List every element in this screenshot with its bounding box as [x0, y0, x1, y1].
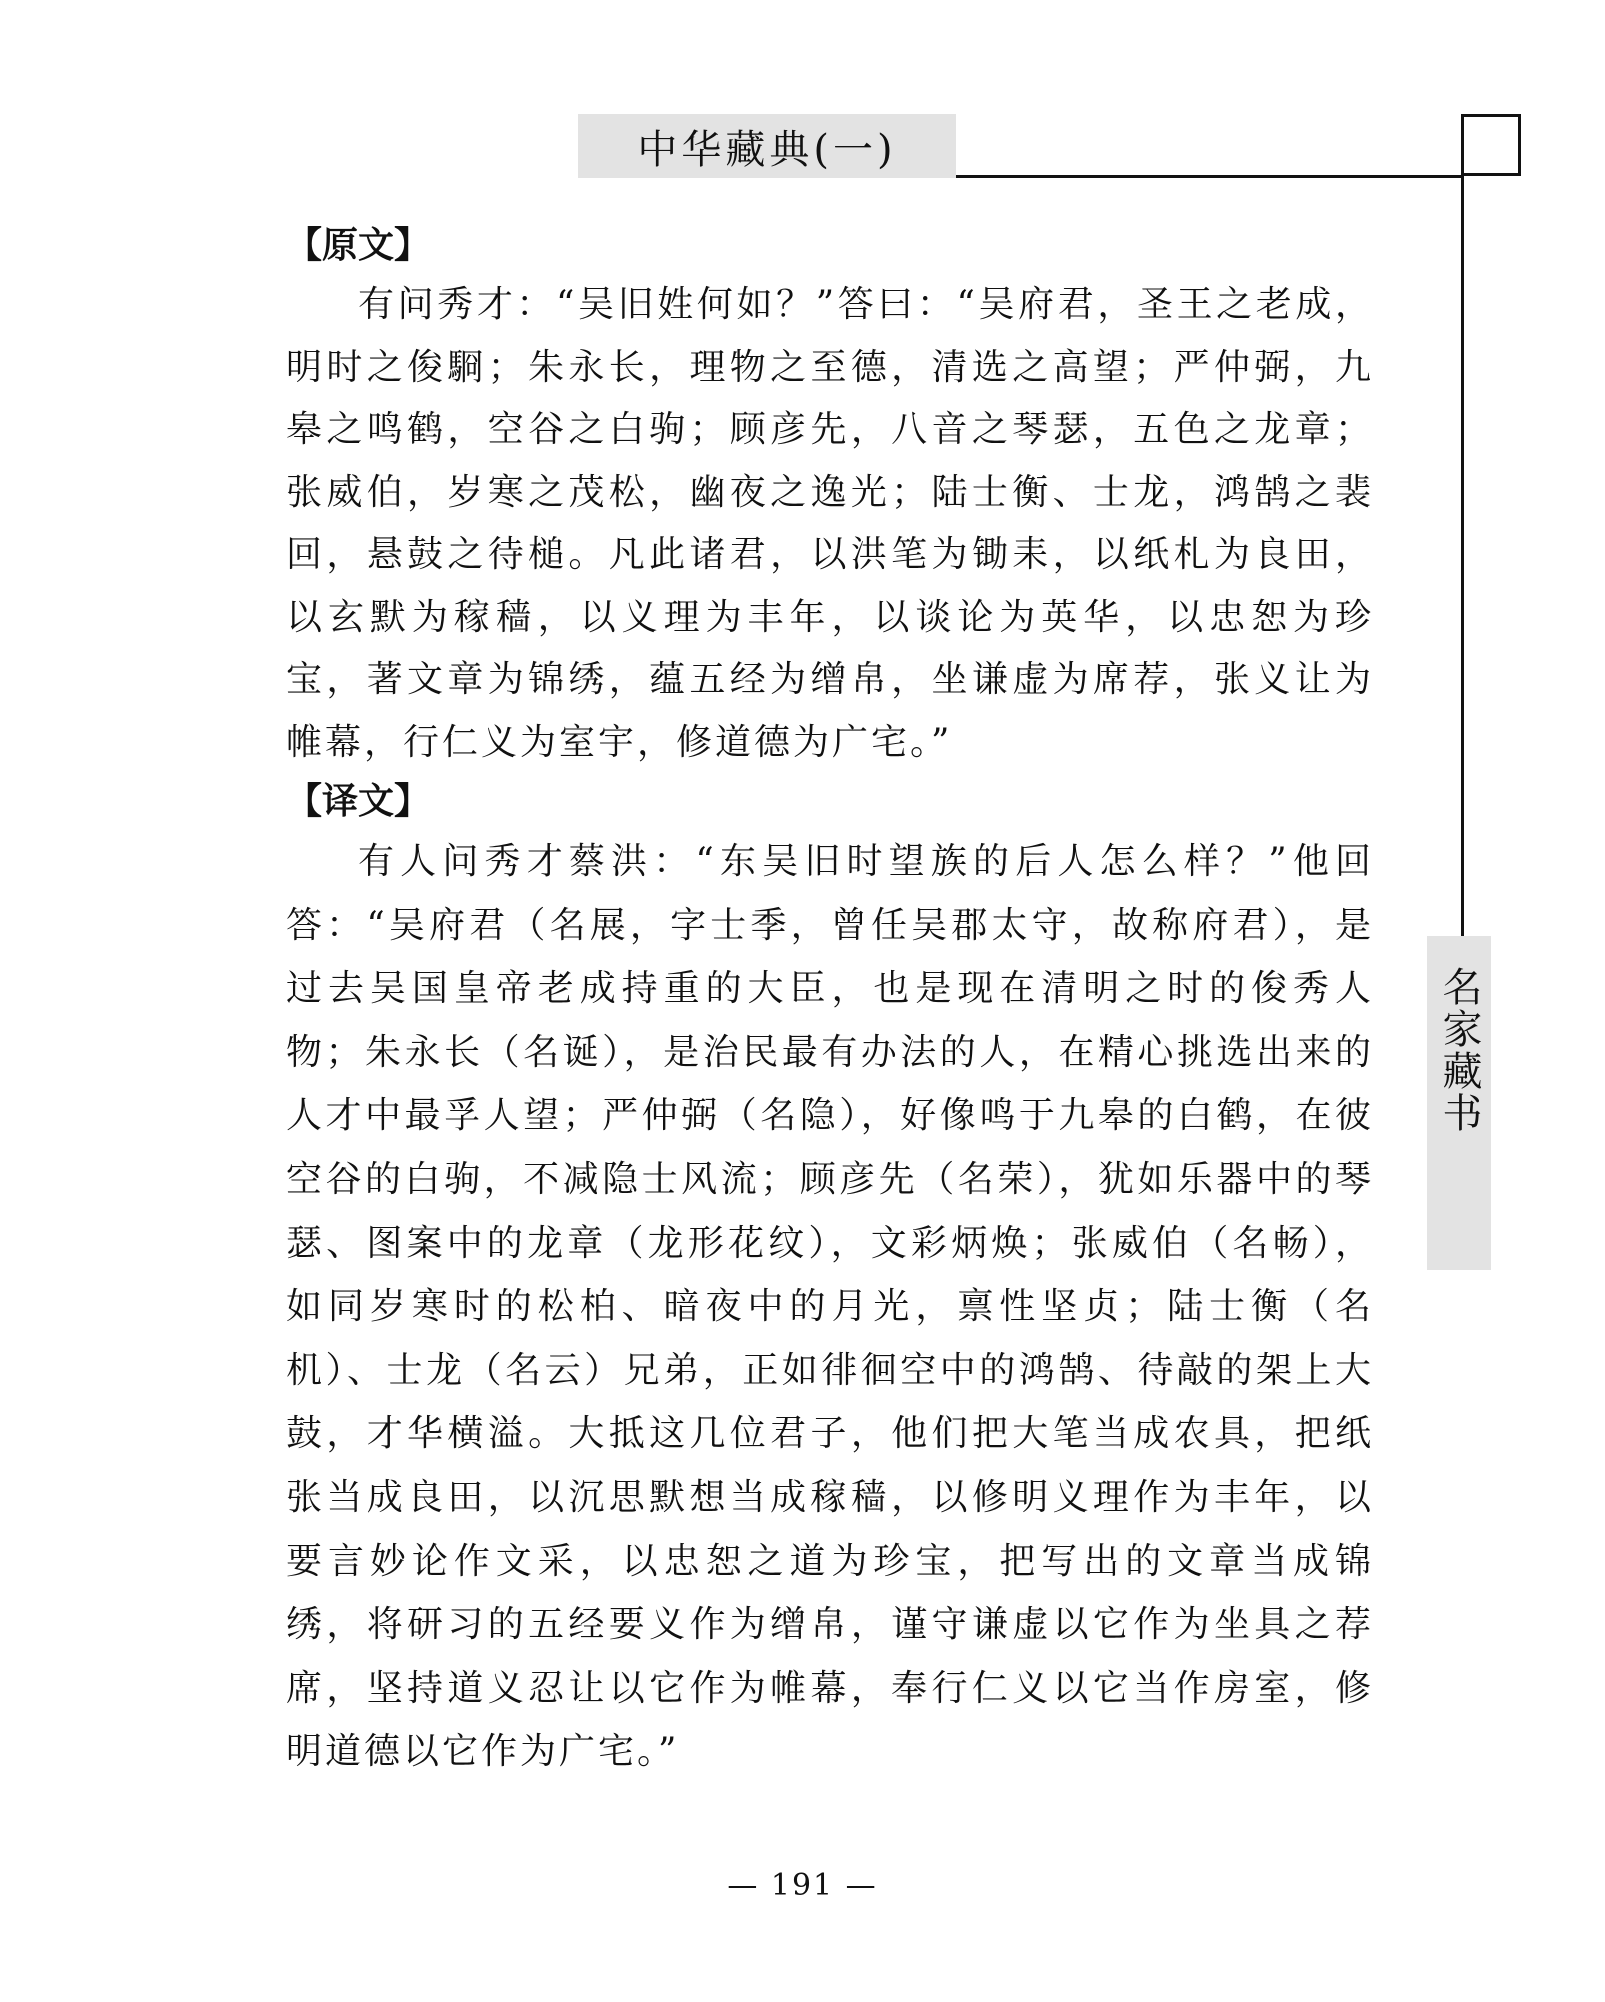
original-text-heading: 【原文】 [286, 225, 431, 266]
side-tab-label: 名家藏书 [1436, 966, 1482, 1134]
translation-paragraph: 有人问秀才蔡洪：“东吴旧时望族的后人怎么样？”他回答：“吴府君（名展，字士季，曾任吴郡太守，故称府君），是过去吴国皇帝老成持重的大臣，也是现在清明之时的俊秀人物；朱永长（名诞），是治民最有办法的人，在精心挑选出来的人才中最孚人望；严仲弼（名隐），好像鸣于九皋的白鹤，在彼空谷的白驹，不减隐士风流；顾彦先（名荣），犹如乐器中的琴瑟、图案中的龙章（龙形花纹），文彩炳焕；张威伯（名畅），如同岁寒时的松柏、暗夜中的月光，禀性坚贞；陆士衡（名机）、士龙（名云）兄弟，正如徘徊空中的鸿鹄、待敲的架上大鼓，才华横溢。大抵这几位君子，他们把大笔当成农具，把纸张当成良田，以沉思默想当成稼穑，以修明义理作为丰年，以要言妙论作文采，以忠恕之道为珍宝，把写出的文章当成锦绣，将研习的五经要义作为缯帛，谨守谦虚以它作为坐具之荐席，坚持道义忍让以它作为帷幕，奉行仁义以它当作房室，修明道德以它作为广宅。” [286, 841, 1374, 1773]
side-vertical-rule [1461, 114, 1464, 936]
header-rule [956, 175, 1461, 178]
page-number: — 191 — [727, 1868, 878, 1903]
side-section-tab [1427, 936, 1491, 1270]
original-text-paragraph: 有问秀才：“吴旧姓何如？”答曰：“吴府君，圣王之老成，明时之俊䮐；朱永长，理物之至德，清选之高望；严仲弼，九皋之鸣鹤，空谷之白驹；顾彦先，八音之琴瑟，五色之龙章；张威伯，岁寒之茂松，幽夜之逸光；陆士衡、士龙，鸿鹄之裴回，悬鼓之待槌。凡此诸君，以洪笔为锄耒，以纸札为良田，以玄默为稼穑，以义理为丰年，以谈论为英华，以忠恕为珍宝，著文章为锦绣，蕴五经为缯帛，坐谦虚为席荐，张义让为帷幕，行仁义为室宇，修道德为广宅。” [286, 284, 1374, 763]
translation-heading: 【译文】 [286, 781, 431, 822]
running-header-title [578, 114, 956, 178]
page-body [286, 218, 1374, 1784]
corner-box-ornament [1461, 114, 1521, 176]
book-title: 中华藏典(一) [637, 126, 897, 173]
